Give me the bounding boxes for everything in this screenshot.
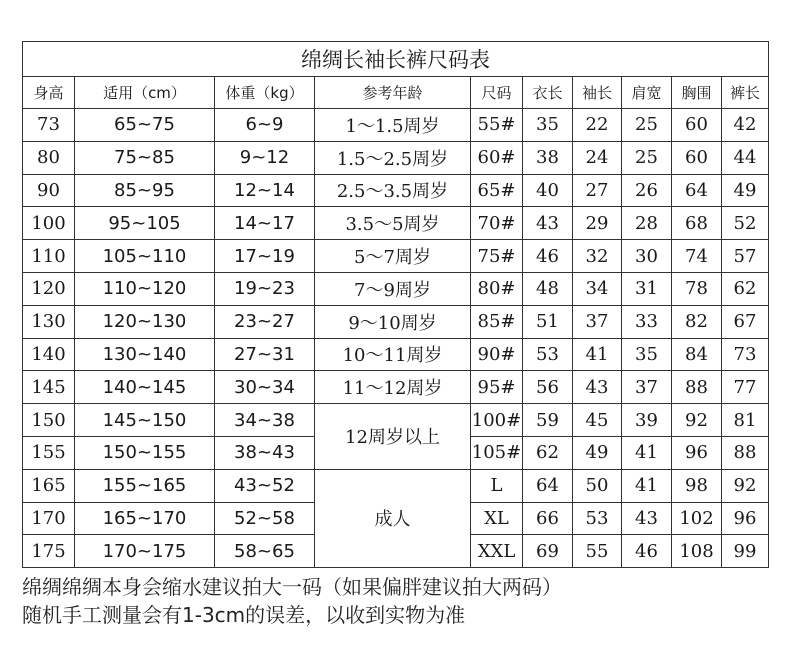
table-row xyxy=(23,240,769,273)
cell-height: 140 xyxy=(23,338,75,371)
cell-length: 48 xyxy=(523,272,573,305)
header-cell: 胸围 xyxy=(672,77,722,109)
cell-chest: 82 xyxy=(672,305,722,338)
cell-age: 11～12周岁 xyxy=(315,371,471,404)
cell-chest: 78 xyxy=(672,272,722,305)
cell-fit: 95~105 xyxy=(75,207,215,240)
cell-fit: 120~130 xyxy=(75,305,215,338)
cell-height: 155 xyxy=(23,436,75,469)
cell-chest: 88 xyxy=(672,371,722,404)
cell-sleeve: 41 xyxy=(573,338,622,371)
cell-length: 69 xyxy=(523,535,573,568)
cell-size: 100# xyxy=(471,404,523,437)
cell-sleeve: 34 xyxy=(573,272,622,305)
table-row xyxy=(23,174,769,207)
cell-sleeve: 55 xyxy=(573,535,622,568)
cell-sleeve: 53 xyxy=(573,502,622,535)
header-cell: 身高 xyxy=(23,77,75,109)
cell-fit: 150~155 xyxy=(75,436,215,469)
table-row xyxy=(23,141,769,174)
cell-size: 55# xyxy=(471,109,523,142)
cell-shoulder: 30 xyxy=(622,240,672,273)
cell-shoulder: 46 xyxy=(622,535,672,568)
cell-age: 1～1.5周岁 xyxy=(315,109,471,142)
cell-size: 70# xyxy=(471,207,523,240)
cell-shoulder: 26 xyxy=(622,174,672,207)
cell-weight: 38~43 xyxy=(215,436,315,469)
cell-fit: 145~150 xyxy=(75,404,215,437)
cell-size: 85# xyxy=(471,305,523,338)
table-row xyxy=(23,207,769,240)
table-row xyxy=(23,305,769,338)
cell-shoulder: 39 xyxy=(622,404,672,437)
cell-weight: 43~52 xyxy=(215,469,315,502)
cell-fit: 155~165 xyxy=(75,469,215,502)
table-row xyxy=(23,338,769,371)
cell-age: 成人 xyxy=(315,469,471,567)
cell-height: 145 xyxy=(23,371,75,404)
header-cell: 尺码 xyxy=(471,77,523,109)
cell-pants: 99 xyxy=(722,535,769,568)
cell-length: 59 xyxy=(523,404,573,437)
cell-fit: 140~145 xyxy=(75,371,215,404)
cell-length: 66 xyxy=(523,502,573,535)
cell-weight: 12~14 xyxy=(215,174,315,207)
cell-length: 64 xyxy=(523,469,573,502)
header-cell: 适用（cm） xyxy=(75,77,215,109)
cell-age: 5～7周岁 xyxy=(315,240,471,273)
notes xyxy=(22,573,782,629)
header-cell: 衣长 xyxy=(523,77,573,109)
table-title: 绵绸长袖长裤尺码表 xyxy=(23,42,769,77)
cell-weight: 9~12 xyxy=(215,141,315,174)
header-cell: 袖长 xyxy=(573,77,622,109)
cell-shoulder: 25 xyxy=(622,109,672,142)
cell-length: 35 xyxy=(523,109,573,142)
cell-height: 130 xyxy=(23,305,75,338)
cell-chest: 102 xyxy=(672,502,722,535)
cell-length: 46 xyxy=(523,240,573,273)
cell-fit: 85~95 xyxy=(75,174,215,207)
table-row xyxy=(23,272,769,305)
cell-length: 40 xyxy=(523,174,573,207)
cell-weight: 58~65 xyxy=(215,535,315,568)
cell-weight: 17~19 xyxy=(215,240,315,273)
header-row xyxy=(23,77,769,109)
cell-length: 53 xyxy=(523,338,573,371)
cell-pants: 92 xyxy=(722,469,769,502)
cell-sleeve: 50 xyxy=(573,469,622,502)
header-cell: 裤长 xyxy=(722,77,769,109)
cell-length: 56 xyxy=(523,371,573,404)
cell-fit: 110~120 xyxy=(75,272,215,305)
cell-size: 105# xyxy=(471,436,523,469)
cell-height: 165 xyxy=(23,469,75,502)
cell-sleeve: 43 xyxy=(573,371,622,404)
cell-sleeve: 49 xyxy=(573,436,622,469)
cell-shoulder: 31 xyxy=(622,272,672,305)
cell-shoulder: 41 xyxy=(622,436,672,469)
cell-shoulder: 33 xyxy=(622,305,672,338)
cell-age: 2.5～3.5周岁 xyxy=(315,174,471,207)
note-line: 绵绸绵绸本身会缩水建议拍大一码（如果偏胖建议拍大两码） xyxy=(22,575,562,599)
cell-sleeve: 24 xyxy=(573,141,622,174)
cell-size: 75# xyxy=(471,240,523,273)
cell-weight: 27~31 xyxy=(215,338,315,371)
cell-height: 150 xyxy=(23,404,75,437)
cell-height: 175 xyxy=(23,535,75,568)
cell-length: 51 xyxy=(523,305,573,338)
cell-pants: 52 xyxy=(722,207,769,240)
cell-chest: 60 xyxy=(672,109,722,142)
cell-weight: 19~23 xyxy=(215,272,315,305)
cell-size: XXL xyxy=(471,535,523,568)
table-row xyxy=(23,469,769,502)
cell-pants: 62 xyxy=(722,272,769,305)
cell-length: 62 xyxy=(523,436,573,469)
cell-chest: 96 xyxy=(672,436,722,469)
cell-shoulder: 43 xyxy=(622,502,672,535)
cell-chest: 98 xyxy=(672,469,722,502)
cell-size: 90# xyxy=(471,338,523,371)
cell-shoulder: 28 xyxy=(622,207,672,240)
cell-chest: 68 xyxy=(672,207,722,240)
cell-pants: 88 xyxy=(722,436,769,469)
cell-pants: 44 xyxy=(722,141,769,174)
cell-pants: 67 xyxy=(722,305,769,338)
cell-sleeve: 32 xyxy=(573,240,622,273)
cell-pants: 57 xyxy=(722,240,769,273)
cell-sleeve: 29 xyxy=(573,207,622,240)
cell-weight: 52~58 xyxy=(215,502,315,535)
cell-weight: 30~34 xyxy=(215,371,315,404)
cell-size: XL xyxy=(471,502,523,535)
table-row xyxy=(23,371,769,404)
cell-shoulder: 41 xyxy=(622,469,672,502)
cell-fit: 65~75 xyxy=(75,109,215,142)
cell-age: 9～10周岁 xyxy=(315,305,471,338)
cell-pants: 96 xyxy=(722,502,769,535)
cell-weight: 14~17 xyxy=(215,207,315,240)
cell-size: 80# xyxy=(471,272,523,305)
cell-pants: 42 xyxy=(722,109,769,142)
cell-height: 110 xyxy=(23,240,75,273)
cell-weight: 23~27 xyxy=(215,305,315,338)
cell-chest: 108 xyxy=(672,535,722,568)
cell-pants: 73 xyxy=(722,338,769,371)
cell-length: 43 xyxy=(523,207,573,240)
size-chart xyxy=(22,41,768,568)
note-line: 随机手工测量会有1-3cm的误差，以收到实物为准 xyxy=(22,603,466,627)
cell-pants: 77 xyxy=(722,371,769,404)
cell-shoulder: 37 xyxy=(622,371,672,404)
cell-weight: 34~38 xyxy=(215,404,315,437)
cell-chest: 64 xyxy=(672,174,722,207)
cell-pants: 49 xyxy=(722,174,769,207)
table-row xyxy=(23,109,769,142)
cell-chest: 84 xyxy=(672,338,722,371)
header-cell: 体重（kg） xyxy=(215,77,315,109)
cell-size: 65# xyxy=(471,174,523,207)
size-table xyxy=(22,41,769,568)
cell-height: 90 xyxy=(23,174,75,207)
cell-chest: 74 xyxy=(672,240,722,273)
cell-weight: 6~9 xyxy=(215,109,315,142)
cell-fit: 165~170 xyxy=(75,502,215,535)
cell-sleeve: 27 xyxy=(573,174,622,207)
cell-age: 10～11周岁 xyxy=(315,338,471,371)
cell-size: 60# xyxy=(471,141,523,174)
cell-height: 80 xyxy=(23,141,75,174)
cell-sleeve: 45 xyxy=(573,404,622,437)
cell-age: 12周岁以上 xyxy=(315,404,471,470)
header-cell: 肩宽 xyxy=(622,77,672,109)
cell-fit: 130~140 xyxy=(75,338,215,371)
cell-height: 73 xyxy=(23,109,75,142)
cell-pants: 81 xyxy=(722,404,769,437)
cell-fit: 75~85 xyxy=(75,141,215,174)
cell-height: 170 xyxy=(23,502,75,535)
cell-chest: 60 xyxy=(672,141,722,174)
cell-size: 95# xyxy=(471,371,523,404)
table-row xyxy=(23,404,769,437)
cell-shoulder: 35 xyxy=(622,338,672,371)
cell-length: 38 xyxy=(523,141,573,174)
cell-height: 120 xyxy=(23,272,75,305)
cell-sleeve: 22 xyxy=(573,109,622,142)
cell-fit: 170~175 xyxy=(75,535,215,568)
cell-shoulder: 25 xyxy=(622,141,672,174)
cell-chest: 92 xyxy=(672,404,722,437)
cell-age: 3.5～5周岁 xyxy=(315,207,471,240)
cell-height: 100 xyxy=(23,207,75,240)
cell-sleeve: 37 xyxy=(573,305,622,338)
cell-age: 7～9周岁 xyxy=(315,272,471,305)
cell-age: 1.5～2.5周岁 xyxy=(315,141,471,174)
cell-size: L xyxy=(471,469,523,502)
header-cell: 参考年龄 xyxy=(315,77,471,109)
cell-fit: 105~110 xyxy=(75,240,215,273)
